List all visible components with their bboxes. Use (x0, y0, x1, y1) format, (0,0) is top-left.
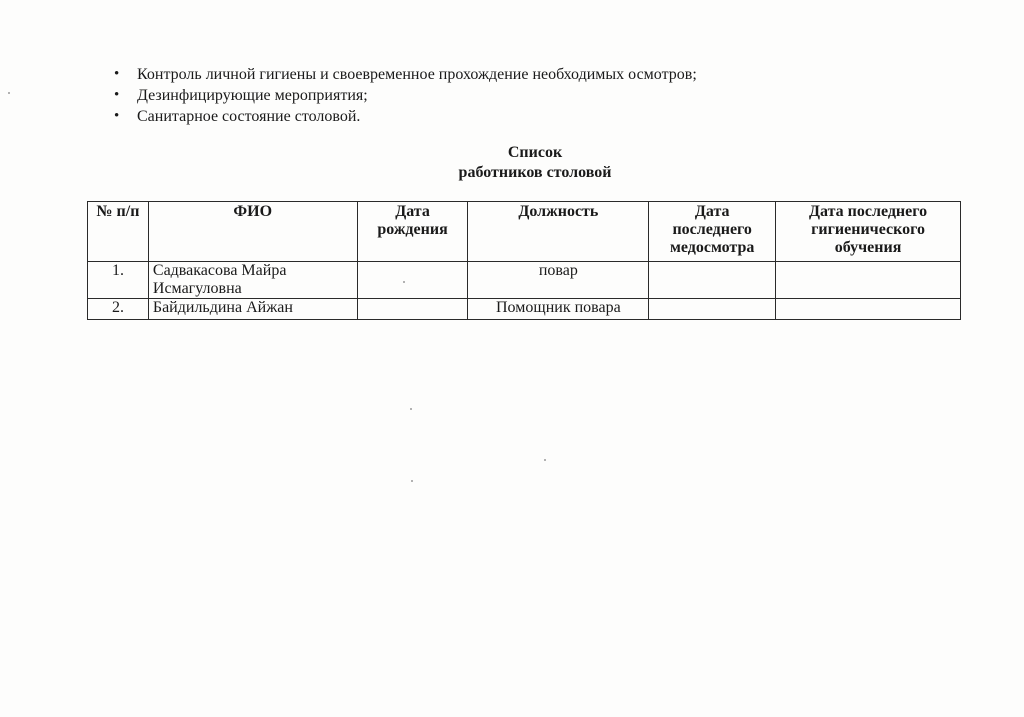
header-number: № п/п (88, 202, 149, 262)
cell-last-medical (649, 299, 776, 320)
cell-position: Помощник повара (468, 299, 649, 320)
cell-last-training (776, 299, 961, 320)
header-last-medical: Дата последнего медосмотра (649, 202, 776, 262)
cell-fio: Байдильдина Айжан (148, 299, 357, 320)
cell-fio: Садвакасова Майра Исмагуловна (148, 262, 357, 299)
bullet-item (111, 85, 697, 106)
bullet-item (111, 106, 697, 127)
scan-speck (411, 480, 413, 482)
list-title: Список (507, 144, 563, 161)
bullet-list (111, 64, 697, 127)
table-header-row (88, 202, 961, 262)
bullet-item (111, 64, 697, 85)
scan-speck (410, 408, 412, 410)
header-fio: ФИО (148, 202, 357, 262)
list-subtitle: работников столовой (458, 164, 612, 181)
cell-last-training (776, 262, 961, 299)
scan-speck (8, 92, 10, 94)
cell-last-medical (649, 262, 776, 299)
cell-number: 2. (88, 299, 149, 320)
cell-birth-date (357, 299, 468, 320)
header-last-training: Дата последнего гигиенического обучения (776, 202, 961, 262)
scan-speck (544, 459, 546, 461)
table-row (88, 299, 961, 320)
cell-position: повар (468, 262, 649, 299)
bullet-text: Санитарное состояние столовой. (137, 108, 361, 125)
bullet-text: Дезинфицирующие мероприятия; (137, 87, 368, 104)
header-position: Должность (468, 202, 649, 262)
table-row (88, 262, 961, 299)
cell-birth-date (357, 262, 468, 299)
bullet-icon: • (114, 87, 120, 103)
staff-table (87, 201, 961, 320)
cell-number: 1. (88, 262, 149, 299)
bullet-icon: • (114, 108, 120, 124)
bullet-text: Контроль личной гигиены и своевременное прохождение необходимых осмотров; (137, 66, 697, 83)
bullet-icon: • (114, 66, 120, 82)
header-birth-date: Дата рождения (357, 202, 468, 262)
scan-speck (403, 281, 405, 283)
